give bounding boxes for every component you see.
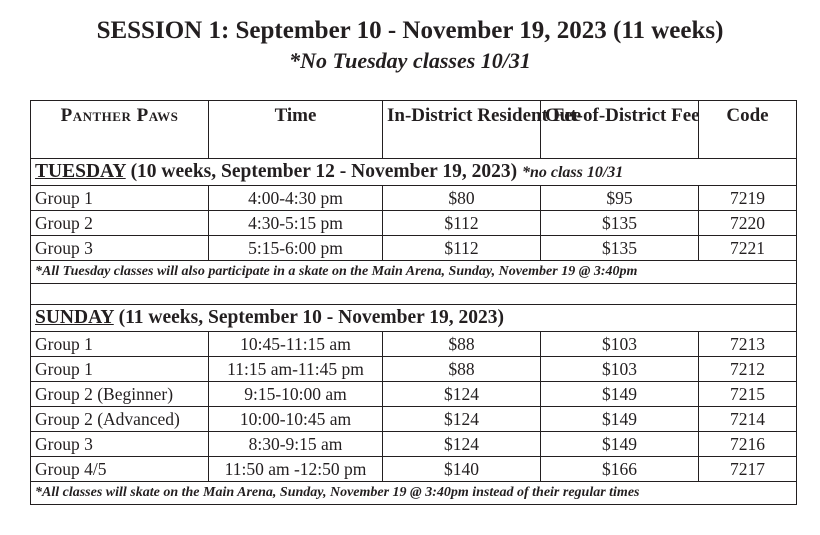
code-cell: 7216 <box>699 432 797 457</box>
tuesday-section-header <box>31 159 797 186</box>
tuesday-footnote-row <box>31 261 797 284</box>
out-of-district-fee-cell: $166 <box>541 457 699 482</box>
table-row <box>31 332 797 357</box>
out-of-district-fee-cell: $149 <box>541 382 699 407</box>
group-cell: Group 2 (Advanced) <box>31 407 209 432</box>
code-cell: 7220 <box>699 211 797 236</box>
in-district-fee-cell: $140 <box>383 457 541 482</box>
tuesday-day-label: TUESDAY <box>35 160 126 182</box>
time-cell: 11:15 am-11:45 pm <box>209 357 383 382</box>
group-cell: Group 1 <box>31 357 209 382</box>
in-district-fee-cell: $88 <box>383 357 541 382</box>
table-row <box>31 457 797 482</box>
table-header-row <box>31 101 797 159</box>
time-cell: 11:50 am -12:50 pm <box>209 457 383 482</box>
out-of-district-fee-cell: $135 <box>541 236 699 261</box>
time-cell: 8:30-9:15 am <box>209 432 383 457</box>
schedule-table <box>30 100 797 505</box>
out-of-district-fee-cell: $149 <box>541 432 699 457</box>
time-cell: 9:15-10:00 am <box>209 382 383 407</box>
code-cell: 7217 <box>699 457 797 482</box>
tuesday-day-detail: (10 weeks, September 12 - November 19, 2023) <box>125 160 522 182</box>
tuesday-footnote: *All Tuesday classes will also participate in a skate on the Main Arena, Sunday, November 19 @ 3:40pm <box>31 261 797 284</box>
time-cell: 10:00-10:45 am <box>209 407 383 432</box>
code-cell: 7213 <box>699 332 797 357</box>
in-district-fee-cell: $88 <box>383 332 541 357</box>
in-district-fee-cell: $80 <box>383 186 541 211</box>
code-cell: 7214 <box>699 407 797 432</box>
in-district-fee-cell: $124 <box>383 432 541 457</box>
time-cell: 10:45-11:15 am <box>209 332 383 357</box>
column-header-out-of-district-fee: Out-of-District Fee <box>541 101 699 159</box>
out-of-district-fee-cell: $95 <box>541 186 699 211</box>
column-header-in-district-fee: In-District Resident Fee <box>383 101 541 159</box>
table-row <box>31 357 797 382</box>
code-cell: 7219 <box>699 186 797 211</box>
out-of-district-fee-cell: $135 <box>541 211 699 236</box>
sunday-day-label: SUNDAY <box>35 307 114 328</box>
group-cell: Group 2 <box>31 211 209 236</box>
out-of-district-fee-cell: $149 <box>541 407 699 432</box>
out-of-district-fee-cell: $103 <box>541 332 699 357</box>
tuesday-inline-note: *no class 10/31 <box>521 163 624 181</box>
column-header-code: Code <box>699 101 797 159</box>
in-district-fee-cell: $124 <box>383 382 541 407</box>
group-cell: Group 3 <box>31 236 209 261</box>
code-cell: 7212 <box>699 357 797 382</box>
spacer-row <box>31 284 797 305</box>
table-row <box>31 236 797 261</box>
sunday-section-header <box>31 305 797 332</box>
group-cell: Group 1 <box>31 186 209 211</box>
group-cell: Group 1 <box>31 332 209 357</box>
table-row <box>31 432 797 457</box>
out-of-district-fee-cell: $103 <box>541 357 699 382</box>
page-title: SESSION 1: September 10 - November 19, 2023 (11 weeks) <box>96 17 724 44</box>
table-row <box>31 186 797 211</box>
table-row <box>31 407 797 432</box>
table-row <box>31 382 797 407</box>
code-cell: 7221 <box>699 236 797 261</box>
time-cell: 4:00-4:30 pm <box>209 186 383 211</box>
group-cell: Group 2 (Beginner) <box>31 382 209 407</box>
time-cell: 5:15-6:00 pm <box>209 236 383 261</box>
in-district-fee-cell: $124 <box>383 407 541 432</box>
column-header-time: Time <box>209 101 383 159</box>
sunday-footnote: *All classes will skate on the Main Arena, Sunday, November 19 @ 3:40pm instead of their regular times <box>31 482 797 505</box>
table-row <box>31 211 797 236</box>
sunday-footnote-row <box>31 482 797 505</box>
code-cell: 7215 <box>699 382 797 407</box>
group-cell: Group 3 <box>31 432 209 457</box>
in-district-fee-cell: $112 <box>383 211 541 236</box>
column-header-program: Panther Paws <box>31 101 209 159</box>
in-district-fee-cell: $112 <box>383 236 541 261</box>
page-subtitle: *No Tuesday classes 10/31 <box>289 48 531 73</box>
time-cell: 4:30-5:15 pm <box>209 211 383 236</box>
group-cell: Group 4/5 <box>31 457 209 482</box>
sunday-day-detail: (11 weeks, September 10 - November 19, 2023) <box>113 307 505 328</box>
